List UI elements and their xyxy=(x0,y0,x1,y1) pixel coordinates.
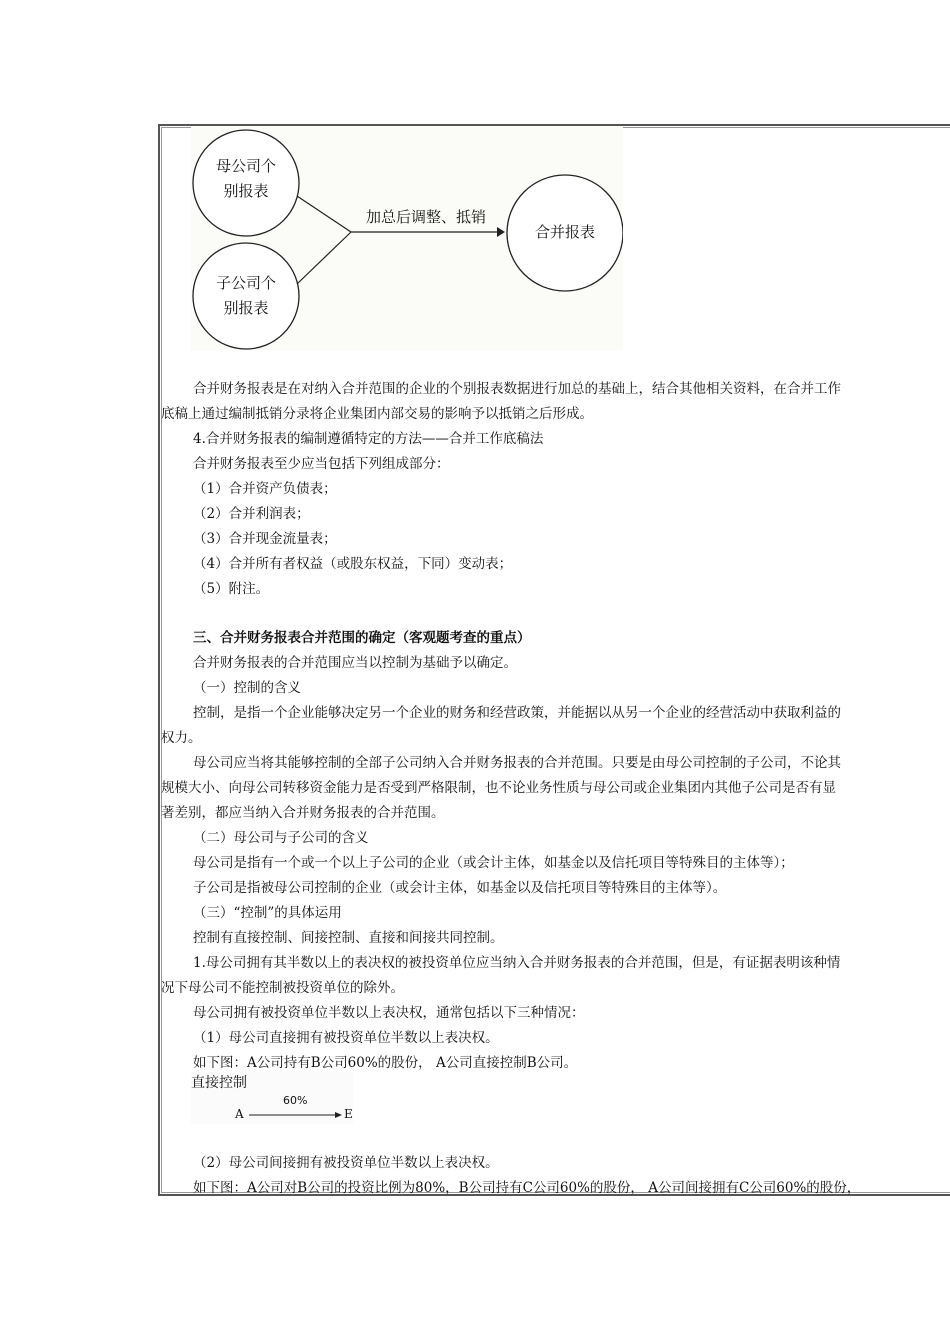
paragraph-line: （2）母公司间接拥有被投资单位半数以上表决权。 xyxy=(193,1155,499,1171)
paragraph-line: 权力。 xyxy=(161,730,202,746)
paragraph-line: 子公司是指被母公司控制的企业（或会计主体，如基金以及信托项目等特殊目的主体等）。 xyxy=(193,880,727,896)
paragraph-line: 如下图：A公司持有B公司60%的股份， A公司直接控制B公司。 xyxy=(193,1055,578,1071)
paragraph-line: 底稿上通过编制抵销分录将企业集团内部交易的影响予以抵销之后形成。 xyxy=(161,406,593,422)
arrow-label: 加总后调整、抵销 xyxy=(365,208,486,226)
direct-control-arrow-head-icon xyxy=(335,1112,342,1118)
paragraph-line: 母公司拥有被投资单位半数以上表决权，通常包括以下三种情况： xyxy=(193,1005,585,1021)
paragraph-line: 控制有直接控制、间接控制、直接和间接共同控制。 xyxy=(193,930,504,946)
paragraph-line: 4.合并财务报表的编制遵循特定的方法——合并工作底稿法 xyxy=(193,431,544,447)
section-heading: 三、合并财务报表合并范围的确定（客观题考查的重点） xyxy=(193,630,531,646)
direct-control-to: E xyxy=(344,1107,353,1121)
paragraph-line: 合并财务报表的合并范围应当以控制为基础予以确定。 xyxy=(193,655,517,671)
list-item: （4）合并所有者权益（或股东权益，下同）变动表； xyxy=(193,556,513,572)
sub-label-line2: 别报表 xyxy=(223,299,269,317)
parent-label-line1: 母公司个 xyxy=(215,157,276,175)
direct-control-title: 直接控制 xyxy=(191,1075,247,1091)
paragraph-line: 合并财务报表至少应当包括下列组成部分： xyxy=(193,456,450,472)
parent-label-line2: 别报表 xyxy=(223,182,269,200)
subsection-heading: （一）控制的含义 xyxy=(193,680,301,696)
list-item: （3）合并现金流量表； xyxy=(193,531,337,547)
paragraph-line: 1.母公司拥有其半数以上的表决权的被投资单位应当纳入合并财务报表的合并范围，但是，有证据表明该种情 xyxy=(193,955,841,971)
arrow-head-icon xyxy=(497,227,505,237)
paragraph-line: （1）母公司直接拥有被投资单位半数以上表决权。 xyxy=(193,1030,499,1046)
list-item: （1）合并资产负债表； xyxy=(193,481,337,497)
connector-bottom xyxy=(297,232,351,284)
list-item: （5）附注。 xyxy=(193,581,270,597)
connector-top xyxy=(297,196,351,232)
subsection-heading: （二）母公司与子公司的含义 xyxy=(193,830,369,846)
paragraph-line: 合并财务报表是在对纳入合并范围的企业的个别报表数据进行加总的基础上，结合其他相关资料，在合并工作 xyxy=(193,381,841,397)
direct-control-percent: 60% xyxy=(283,1094,308,1107)
paragraph-line: 控制，是指一个企业能够决定另一个企业的财务和经营政策，并能据以从另一个企业的经营活动中获取利益的 xyxy=(193,705,841,721)
paragraph-line: 著差别，都应当纳入合并财务报表的合并范围。 xyxy=(161,805,445,821)
direct-control-from: A xyxy=(235,1107,244,1121)
sub-label-line1: 子公司个 xyxy=(215,274,276,292)
result-label: 合并报表 xyxy=(534,223,595,241)
paragraph-line: 况下母公司不能控制被投资单位的除外。 xyxy=(161,980,404,996)
direct-control-arrow xyxy=(247,1110,347,1120)
list-item: （2）合并利润表； xyxy=(193,506,310,522)
paragraph-line: 母公司是指有一个或一个以上子公司的企业（或会计主体，如基金以及信托项目等特殊目的主体等）； xyxy=(193,855,794,871)
paragraph-line: 规模大小、向母公司转移资金能力是否受到严格限制，也不论业务性质与母公司或企业集团内其他子公司是否有显 xyxy=(161,780,836,796)
subsection-heading: （三）“控制”的具体运用 xyxy=(193,905,342,921)
paragraph-line: 如下图：A公司对B公司的投资比例为80%，B公司持有C公司60%的股份， A公司间接拥有C公司60%的股份， xyxy=(193,1180,861,1196)
direct-control-diagram xyxy=(191,1072,353,1124)
consolidation-diagram xyxy=(191,126,623,350)
paragraph-line: 母公司应当将其能够控制的全部子公司纳入合并财务报表的合并范围。只要是由母公司控制的子公司，不论其 xyxy=(193,755,841,771)
